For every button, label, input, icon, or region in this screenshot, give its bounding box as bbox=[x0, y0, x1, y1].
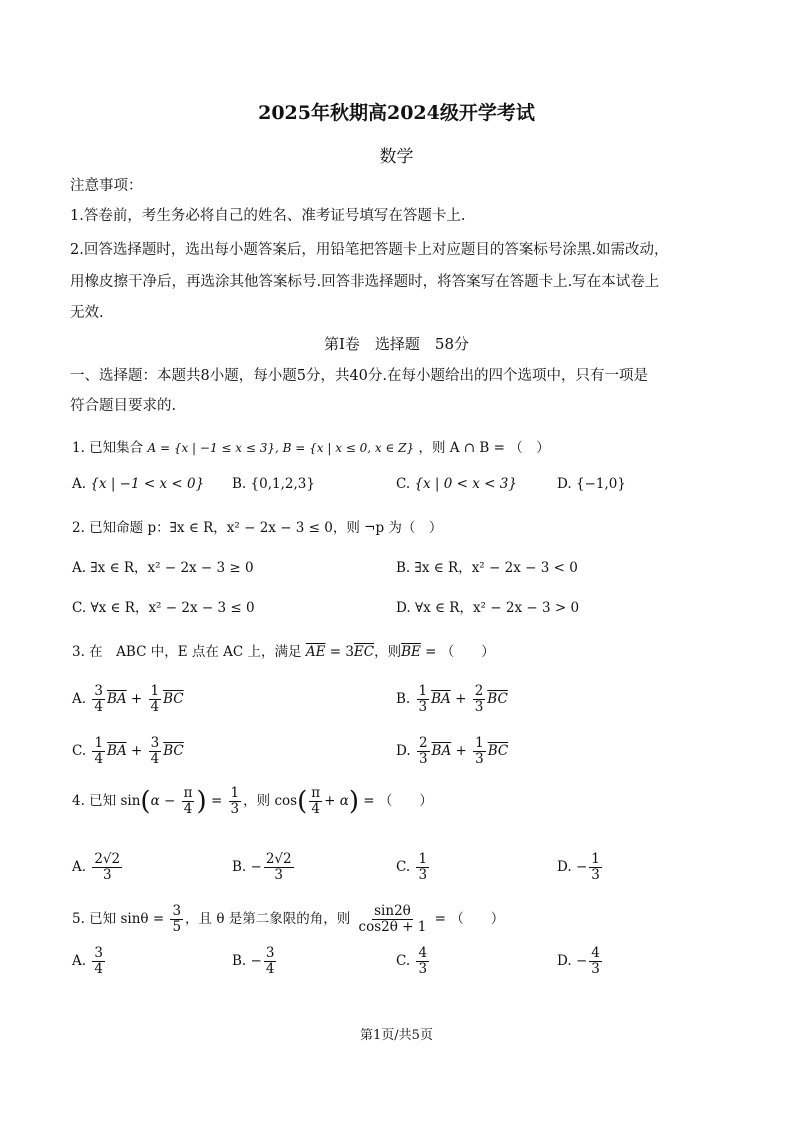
question-3-mid: = 3 bbox=[325, 644, 354, 660]
option-text: {−1,0} bbox=[575, 476, 626, 492]
fraction bbox=[92, 684, 105, 715]
question-5-option-b[interactable] bbox=[232, 946, 278, 977]
question-1-option-c[interactable] bbox=[396, 476, 517, 492]
denominator: 3 bbox=[274, 867, 284, 883]
vector-ba: $\overline{BA}$ bbox=[431, 691, 451, 707]
fraction bbox=[92, 946, 105, 977]
cos-function: cos bbox=[274, 793, 298, 809]
left-paren: ( bbox=[297, 786, 308, 817]
question-3-option-d[interactable]: D. $\frac{2}{3}$ $\overline{BA}$ + $\frac{1}{3}$ $\overline{BC}$ bbox=[396, 735, 509, 767]
denominator: 4 bbox=[94, 751, 104, 767]
notes-heading: 注意事项： bbox=[70, 178, 143, 194]
numerator: sin2θ bbox=[374, 903, 411, 919]
question-3-option-a[interactable]: A. $\frac{3}{4}$ $\overline{BA}$ + $\frac{1}{4}$ $\overline{BC}$ bbox=[72, 683, 184, 715]
option-label: C. bbox=[72, 600, 87, 616]
question-3-suffix: = （ ） bbox=[420, 644, 495, 660]
question-5-stem bbox=[72, 904, 504, 935]
question-3-option-c[interactable]: C. $\frac{1}{4}$ $\overline{BA}$ + $\frac{3}{4}$ $\overline{BC}$ bbox=[72, 735, 184, 767]
numerator: 1 bbox=[94, 735, 104, 751]
fraction bbox=[264, 946, 277, 977]
note-item-2-line-1: 2.回答选择题时，选出每小题答案后，用铅笔把答题卡上对应题目的答案标号涂黑.如需改动， bbox=[70, 242, 669, 258]
denominator: 4 bbox=[150, 699, 160, 715]
option-label: B. bbox=[396, 560, 411, 576]
sin-function: sin bbox=[120, 793, 141, 809]
question-4-option-d[interactable] bbox=[557, 852, 604, 883]
vector-ba: $\overline{BA}$ bbox=[106, 691, 127, 707]
fraction bbox=[92, 852, 122, 883]
option-label: B. bbox=[232, 476, 247, 492]
fraction-expression bbox=[357, 904, 429, 935]
note-item-1: 1.答卷前，考生务必将自己的姓名、准考证号填写在答题卡上. bbox=[70, 208, 466, 224]
fraction bbox=[92, 736, 105, 767]
question-5-option-a[interactable] bbox=[72, 946, 107, 977]
option-label: A. bbox=[72, 859, 87, 875]
denominator: 3 bbox=[230, 801, 240, 817]
denominator: 3 bbox=[418, 699, 428, 715]
numerator: 3 bbox=[172, 903, 182, 919]
option-label: A. bbox=[72, 691, 87, 707]
numerator: 4 bbox=[591, 945, 600, 961]
option-label: A. bbox=[72, 953, 87, 969]
option-label: D. bbox=[396, 743, 411, 759]
sign: − bbox=[250, 859, 262, 875]
vector-ae: $\overline{AE}$ bbox=[305, 644, 326, 660]
option-label: C. bbox=[72, 743, 87, 759]
note-item-2-line-3: 无效. bbox=[70, 305, 104, 321]
question-4-prefix: 4. 已知 bbox=[72, 793, 117, 809]
vector-ba: $\overline{BA}$ bbox=[107, 743, 127, 759]
option-label: B. bbox=[232, 953, 247, 969]
numerator: 1 bbox=[475, 735, 484, 751]
numerator: π bbox=[311, 785, 321, 801]
fraction-value bbox=[229, 786, 242, 817]
option-text: {x | 0 < x < 3} bbox=[414, 476, 517, 492]
numerator: 2 bbox=[418, 735, 428, 751]
option-text: {0,1,2,3} bbox=[250, 476, 315, 492]
denominator: 4 bbox=[265, 961, 275, 977]
question-2-option-d[interactable] bbox=[396, 596, 579, 616]
vector-be: $\overline{BE}$ bbox=[401, 644, 421, 660]
fraction bbox=[473, 684, 486, 715]
question-5-prefix: 5. 已知 sinθ = bbox=[72, 911, 165, 927]
vector-bc: $\overline{BC}$ bbox=[163, 743, 184, 759]
question-4-option-c[interactable] bbox=[396, 852, 431, 883]
page-footer: 第1页/共5页 bbox=[360, 1028, 433, 1043]
numerator: 1 bbox=[418, 851, 428, 867]
fraction bbox=[589, 946, 602, 977]
equals: = bbox=[210, 793, 223, 809]
question-1-suffix: ，则 A ∩ B = （ ） bbox=[418, 440, 550, 456]
fraction bbox=[417, 736, 430, 767]
numerator: 3 bbox=[150, 735, 160, 751]
fraction bbox=[416, 946, 429, 977]
section-intro-line-1: 一、选择题：本题共8小题，每小题5分，共40分.在每小题给出的四个选项中，只有一项是 bbox=[70, 368, 649, 384]
question-1-stem bbox=[72, 436, 550, 456]
fraction bbox=[589, 852, 602, 883]
fraction-value bbox=[170, 904, 183, 935]
option-label: B. bbox=[232, 859, 247, 875]
question-5-option-c[interactable] bbox=[396, 946, 431, 977]
numerator: 3 bbox=[94, 683, 103, 699]
denominator: 3 bbox=[591, 961, 600, 977]
numerator: 3 bbox=[265, 945, 275, 961]
question-4-stem bbox=[72, 786, 433, 817]
denominator: 4 bbox=[94, 699, 103, 715]
numerator: 1 bbox=[230, 785, 240, 801]
question-1-option-b[interactable] bbox=[232, 476, 315, 492]
numerator: 1 bbox=[150, 683, 160, 699]
denominator: cos2θ + 1 bbox=[358, 919, 427, 935]
question-4-option-a[interactable] bbox=[72, 852, 124, 883]
numerator: 3 bbox=[94, 945, 103, 961]
denominator: 4 bbox=[150, 751, 160, 767]
right-paren: ) bbox=[348, 786, 359, 817]
numerator: 2 bbox=[474, 683, 484, 699]
fraction bbox=[473, 736, 486, 767]
sign: − bbox=[575, 953, 588, 969]
option-label: D. bbox=[396, 600, 411, 616]
option-text: ∃x ∈ R，x² − 2x − 3 < 0 bbox=[414, 560, 578, 576]
section-intro-line-2: 符合题目要求的. bbox=[70, 398, 177, 414]
option-label: D. bbox=[557, 859, 572, 875]
question-5-mid: ，且 θ 是第二象限的角，则 bbox=[185, 911, 351, 927]
vector-bc: $\overline{BC}$ bbox=[487, 691, 508, 707]
question-4-suffix: = （ ） bbox=[363, 793, 433, 809]
option-label: C. bbox=[396, 859, 411, 875]
vector-bc: $\overline{BC}$ bbox=[163, 691, 184, 707]
option-label: A. bbox=[72, 476, 87, 492]
question-3-stem bbox=[72, 640, 495, 660]
question-5-option-d[interactable] bbox=[557, 946, 604, 977]
question-2-option-b[interactable] bbox=[396, 556, 578, 576]
question-1-option-d[interactable] bbox=[557, 476, 626, 492]
subject-title: 数学 bbox=[379, 147, 414, 167]
right-paren: ) bbox=[196, 786, 207, 817]
question-1-math: A = {x | −1 ≤ x ≤ 3}, B = {x | x ≤ 0, x ∈ Z} bbox=[147, 441, 415, 455]
numerator: 1 bbox=[591, 851, 600, 867]
option-text: ∀x ∈ R，x² − 2x − 3 ≤ 0 bbox=[90, 600, 255, 616]
vector-ba: $\overline{BA}$ bbox=[431, 743, 452, 759]
fraction bbox=[264, 852, 294, 883]
question-1-option-a[interactable] bbox=[72, 476, 204, 492]
denominator: 4 bbox=[183, 801, 193, 817]
denominator: 3 bbox=[591, 867, 600, 883]
plus-alpha: + α bbox=[324, 793, 349, 809]
denominator: 3 bbox=[418, 961, 428, 977]
question-2-stem: 2. 已知命题 p：∃x ∈ R，x² − 2x − 3 ≤ 0，则 ¬p 为（ ） bbox=[72, 520, 443, 536]
numerator: 2√2 bbox=[94, 851, 121, 867]
denominator: 4 bbox=[94, 961, 103, 977]
question-3-mid2: ，则 bbox=[374, 644, 402, 660]
option-label: A. bbox=[72, 560, 87, 576]
left-paren: ( bbox=[140, 786, 151, 817]
option-text: {x | −1 < x < 0} bbox=[90, 476, 205, 492]
numerator: 1 bbox=[418, 683, 428, 699]
denominator: 3 bbox=[474, 699, 484, 715]
section-title: 第Ⅰ卷 选择题 58分 bbox=[323, 335, 469, 353]
sign: − bbox=[250, 953, 262, 969]
denominator: 4 bbox=[311, 801, 320, 817]
vector-bc: $\overline{BC}$ bbox=[487, 743, 509, 759]
alpha-minus: α − bbox=[150, 793, 176, 809]
question-2-option-c[interactable] bbox=[72, 596, 255, 616]
denominator: 3 bbox=[418, 867, 428, 883]
fraction bbox=[149, 684, 162, 715]
numerator: 4 bbox=[418, 945, 428, 961]
question-1-prefix: 1. 已知集合 bbox=[72, 440, 144, 456]
option-label: D. bbox=[557, 476, 572, 492]
then-text: ，则 bbox=[243, 793, 271, 809]
fraction-pi-over-4 bbox=[182, 786, 195, 817]
vector-ec: $\overline{EC}$ bbox=[353, 644, 375, 660]
denominator: 3 bbox=[475, 751, 484, 767]
denominator: 3 bbox=[102, 867, 112, 883]
numerator: π bbox=[183, 785, 193, 801]
exam-title: 2025年秋期高2024级开学考试 bbox=[258, 102, 535, 124]
option-label: D. bbox=[557, 953, 572, 969]
question-2-option-a[interactable] bbox=[72, 556, 254, 576]
fraction bbox=[416, 852, 429, 883]
option-label: C. bbox=[396, 953, 411, 969]
fraction bbox=[417, 684, 430, 715]
option-text: ∃x ∈ R，x² − 2x − 3 ≥ 0 bbox=[90, 560, 254, 576]
numerator: 2√2 bbox=[265, 851, 292, 867]
question-3-prefix: 3. 在 ABC 中，E 点在 AC 上，满足 bbox=[72, 644, 302, 660]
fraction-pi-over-4 bbox=[309, 786, 322, 817]
sign: − bbox=[575, 859, 588, 875]
fraction bbox=[149, 736, 162, 767]
option-label: C. bbox=[396, 476, 411, 492]
question-5-suffix: = （ ） bbox=[434, 911, 505, 927]
question-3-option-b[interactable]: B. $\frac{1}{3}$ $\overline{BA}$ + $\frac{2}{3}$ $\overline{BC}$ bbox=[396, 683, 508, 715]
option-label: B. bbox=[396, 691, 411, 707]
denominator: 3 bbox=[418, 751, 428, 767]
option-text: ∀x ∈ R，x² − 2x − 3 > 0 bbox=[414, 600, 580, 616]
question-4-option-b[interactable] bbox=[232, 852, 296, 883]
denominator: 5 bbox=[172, 919, 182, 935]
note-item-2-line-2: 用橡皮擦干净后，再选涂其他答案标号.回答非选择题时，将答案写在答题卡上.写在本试卷上 bbox=[70, 274, 660, 290]
